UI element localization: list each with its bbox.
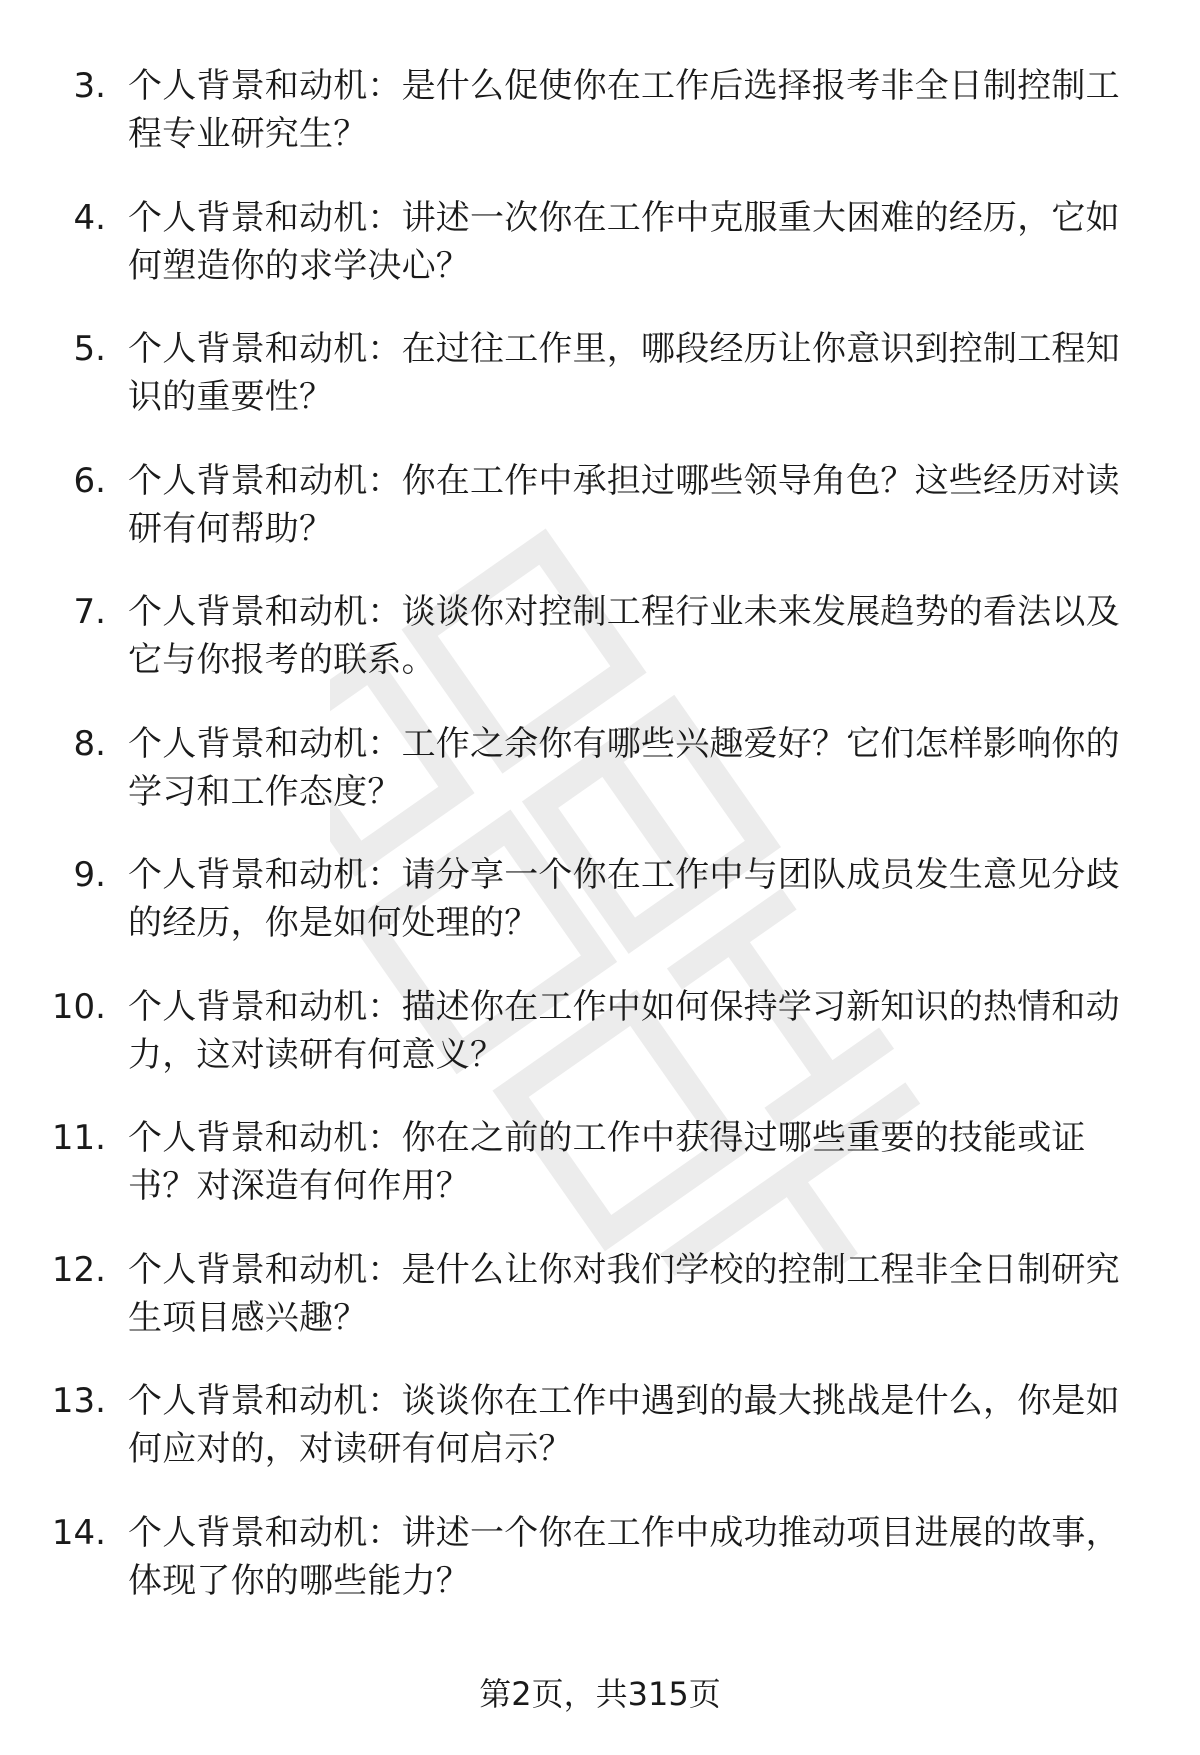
question-text: 个人背景和动机：是什么促使你在工作后选择报考非全日制控制工程专业研究生？ [128, 66, 1120, 154]
question-text: 个人背景和动机：请分享一个你在工作中与团队成员发生意见分歧的经历，你是如何处理的？ [128, 855, 1120, 943]
question-text: 个人背景和动机：讲述一个你在工作中成功推动项目进展的故事，体现了你的哪些能力？ [128, 1512, 1120, 1601]
list-item [0, 56, 1200, 188]
list-item [0, 1108, 1200, 1240]
question-text: 个人背景和动机：你在工作中承担过哪些领导角色？这些经历对读研有何帮助？ [128, 460, 1120, 549]
question-number: 13. [51, 1381, 106, 1421]
question-number: 5. [73, 329, 106, 369]
question-text: 个人背景和动机：讲述一次你在工作中克服重大困难的经历，它如何塑造你的求学决心？ [128, 197, 1120, 286]
list-item [0, 1371, 1200, 1503]
page-indicator: 第2页，共315页 [479, 1675, 721, 1713]
question-text: 个人背景和动机：谈谈你在工作中遇到的最大挑战是什么，你是如何应对的，对读研有何启示？ [128, 1381, 1120, 1469]
question-number: 12. [51, 1249, 106, 1290]
question-number: 10. [51, 986, 106, 1027]
list-item [0, 451, 1200, 583]
question-list [0, 56, 1200, 1634]
question-number: 3. [73, 66, 106, 106]
question-number: 11. [51, 1118, 106, 1158]
list-item [0, 319, 1200, 451]
question-number: 14. [51, 1512, 106, 1553]
question-number: 7. [73, 592, 106, 632]
question-text: 个人背景和动机：谈谈你对控制工程行业未来发展趋势的看法以及它与你报考的联系。 [128, 592, 1120, 680]
question-number: 4. [73, 197, 106, 238]
question-text: 个人背景和动机：在过往工作里，哪段经历让你意识到控制工程知识的重要性？ [128, 329, 1120, 417]
question-text: 个人背景和动机：描述你在工作中如何保持学习新知识的热情和动力，这对读研有何意义？ [128, 986, 1120, 1075]
question-text: 个人背景和动机：你在之前的工作中获得过哪些重要的技能或证书？对深造有何作用？ [128, 1118, 1086, 1206]
question-text: 个人背景和动机：是什么让你对我们学校的控制工程非全日制研究生项目感兴趣？ [128, 1249, 1120, 1338]
list-item [0, 188, 1200, 320]
list-item [0, 1503, 1200, 1635]
list-item [0, 1240, 1200, 1372]
question-number: 9. [73, 855, 106, 895]
question-number: 6. [73, 460, 106, 501]
question-text: 个人背景和动机：工作之余你有哪些兴趣爱好？它们怎样影响你的学习和工作态度？ [128, 723, 1120, 812]
question-number: 8. [73, 723, 106, 764]
list-item [0, 845, 1200, 977]
list-item [0, 714, 1200, 846]
list-item [0, 582, 1200, 714]
list-item [0, 977, 1200, 1109]
